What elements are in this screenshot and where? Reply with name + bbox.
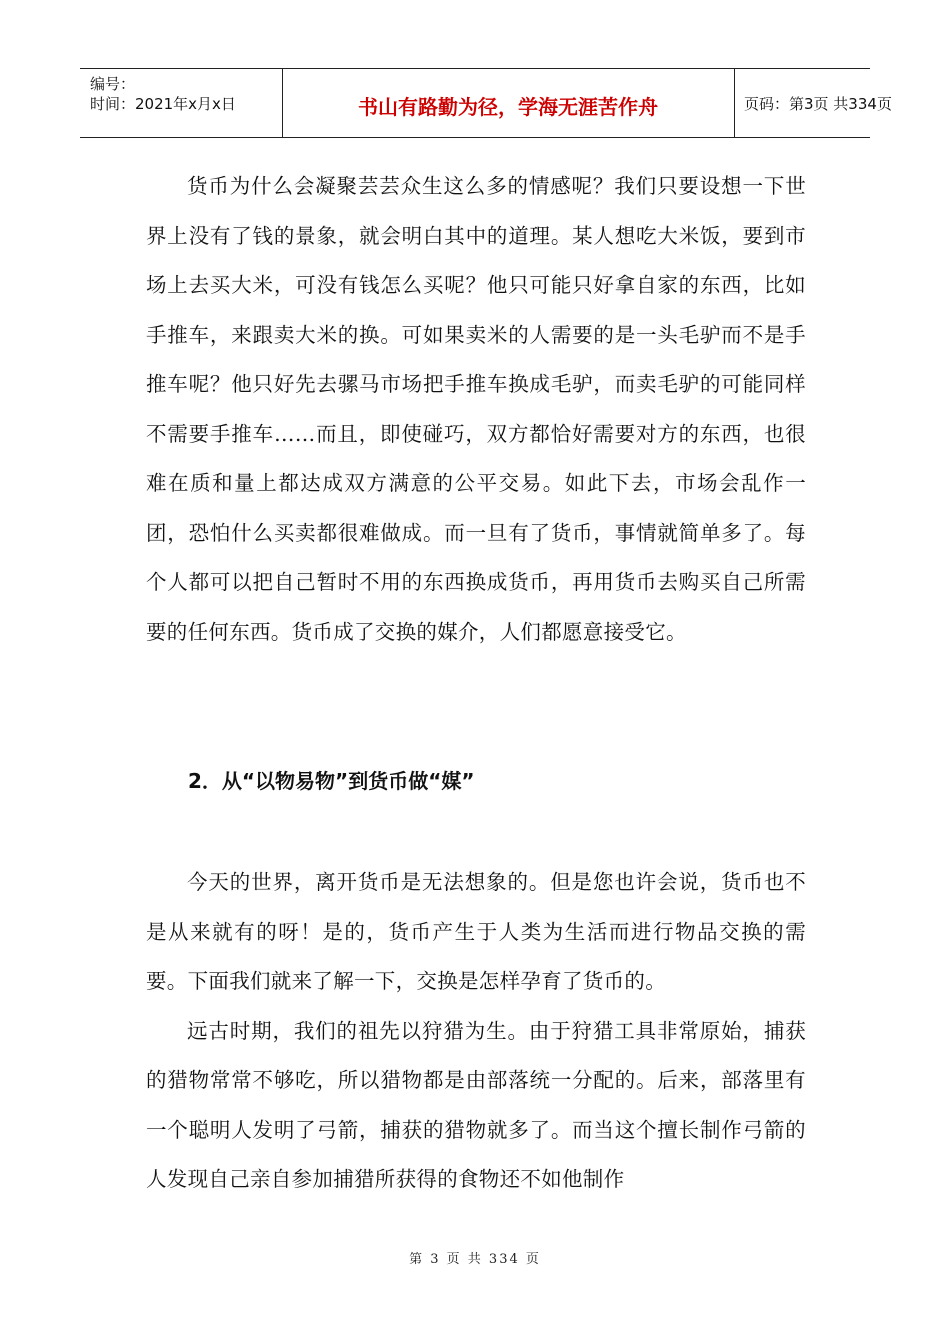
header-middle-cell [282,69,735,137]
header-motto: 书山有路勤为径，学海无涯苦作舟 [358,95,658,119]
page-header [80,68,892,138]
section2-body [146,858,806,1205]
section1-body [146,162,806,657]
page-footer: 第 3 页 共 334 页 [409,1252,541,1267]
section1-paragraph: 货币为什么会凝聚芸芸众生这么多的情感呢？我们只要设想一下世界上没有了钱的景象，就会明白其中的道理。某人想吃大米饭，要到市场上去买大米，可没有钱怎么买呢？他只可能只好拿自家的东西，比如手推车，来跟卖大米的换。可如果卖米的人需要的是一头毛驴而不是手推车呢？他只好先去骡马市场把手推车换成毛驴，而卖毛驴的可能同样不需要手推车……而且，即使碰巧，双方都恰好需要对方的东西，也很难在质和量上都达成双方满意的公平交易。如此下去，市场会乱作一团，恐怕什么买卖都很难做成。而一旦有了货币，事情就简单多了。每个人都可以把自己暂时不用的东西换成货币，再用货币去购买自己所需要的任何东西。货币成了交换的媒介，人们都愿意接受它。 [146,174,806,644]
header-left-cell [80,69,283,137]
header-page-label: 页码：第3页 共334页 [744,95,892,113]
header-right-cell [734,69,892,137]
section2-heading: 2．从“以物易物”到货币做“媒” [188,769,475,793]
document-date-label: 时间：2021年x月x日 [90,95,236,113]
document-code-label: 编号： [90,75,136,93]
section2-paragraph-1: 今天的世界，离开货币是无法想象的。但是您也许会说，货币也不是从来就有的呀！是的，货币产生于人类为生活而进行物品交换的需要。下面我们就来了解一下，交换是怎样孕育了货币的。 [146,870,806,993]
section2-paragraph-2: 远古时期，我们的祖先以狩猎为生。由于狩猎工具非常原始，捕获的猎物常常不够吃，所以猎物都是由部落统一分配的。后来，部落里有一个聪明人发明了弓箭，捕获的猎物就多了。而当这个擅长制作弓箭的人发现自己亲自参加捕猎所获得的食物还不如他制作 [146,1018,806,1191]
